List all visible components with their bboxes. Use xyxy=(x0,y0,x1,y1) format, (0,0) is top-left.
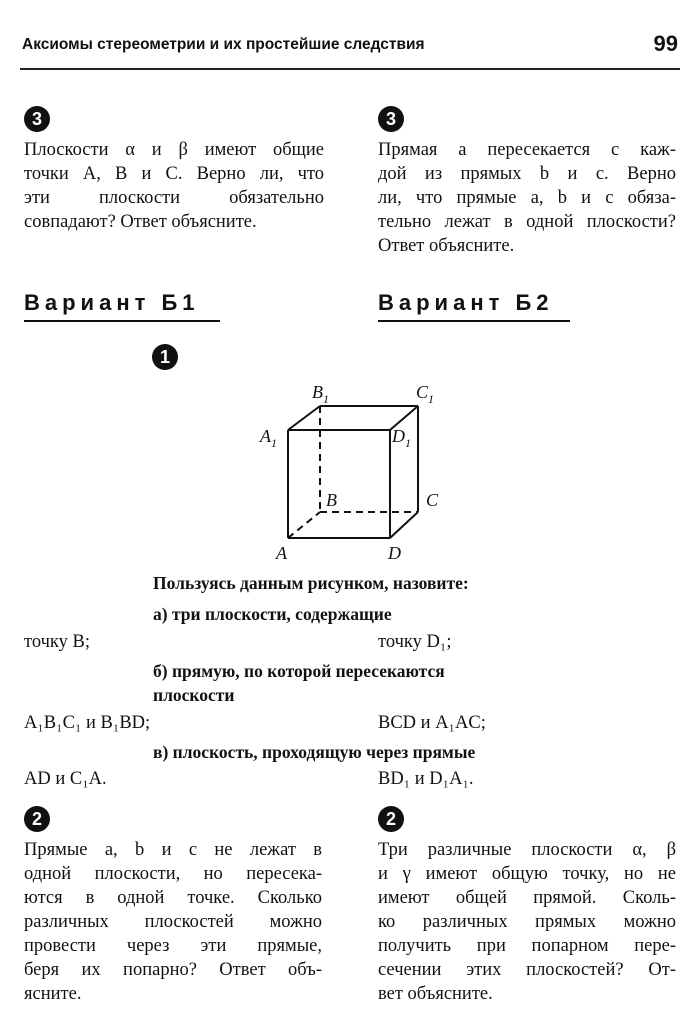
answer-b-left: A₁B₁C₁ и B₁BD; xyxy=(24,713,151,733)
task-3-left-text xyxy=(24,138,324,234)
task-3-right-text xyxy=(378,138,676,258)
text-line: точки A, B и C. Верно ли, что xyxy=(24,164,324,184)
text-line: получить при попарном пере- xyxy=(378,936,676,956)
text-line: Ответ объясните. xyxy=(378,236,515,256)
text-line: Три различные плоскости α, β xyxy=(378,840,676,860)
text-line: эти плоскости обязательно xyxy=(24,188,324,208)
text-line: Плоскости α и β имеют общие xyxy=(24,140,324,160)
text-line: дой из прямых b и c. Верно xyxy=(378,164,676,184)
label-D1: $D_1$ xyxy=(392,426,411,450)
text-line: одной плоскости, но пересека- xyxy=(24,864,322,884)
cube-figure xyxy=(240,376,460,568)
answer-a-right: точку D₁; xyxy=(378,632,452,652)
variant-heading-b1: Вариант Б1 xyxy=(24,290,220,322)
label-A: A xyxy=(276,543,287,563)
text-line: ли, что прямые a, b и c обяза- xyxy=(378,188,676,208)
text-line: Прямые a, b и c не лежат в xyxy=(24,840,322,860)
text-line: вет объясните. xyxy=(378,984,493,1004)
answer-c-right: BD₁ и D₁A₁. xyxy=(378,769,474,789)
label-D: D xyxy=(388,543,401,563)
page-number: 99 xyxy=(653,31,678,56)
text-line: Прямая a пересекается с каж- xyxy=(378,140,676,160)
task-number-badge: 2 xyxy=(378,806,404,832)
answer-b-right: BCD и A₁AC; xyxy=(378,713,486,733)
label-A1: $A_1$ xyxy=(260,426,277,450)
task-number-badge: 1 xyxy=(152,344,178,370)
text-line: ются в одной точке. Сколько xyxy=(24,888,322,908)
text-line: ясните. xyxy=(24,984,82,1004)
task-1-part-a: а) три плоскости, содержащие xyxy=(153,604,392,624)
task-2-left-text xyxy=(24,838,322,1006)
task-number-badge: 3 xyxy=(24,106,50,132)
text-line: беря их попарно? Ответ объ- xyxy=(24,960,322,980)
label-B: B xyxy=(326,490,337,510)
text-line: тельно лежат в одной плоскости? xyxy=(378,212,676,232)
text-line: имеют общей прямой. Сколь- xyxy=(378,888,676,908)
task-2-right-text xyxy=(378,838,676,1006)
edge-A-B-hidden xyxy=(288,512,320,538)
answer-a-left: точку B; xyxy=(24,632,90,652)
text-line: и γ имеют общую точку, но не xyxy=(378,864,676,884)
task-1-part-b-line1: б) прямую, по которой пересекаются xyxy=(153,661,445,681)
label-C: C xyxy=(426,490,439,510)
edge-A1-B1 xyxy=(288,406,320,430)
edge-D-C xyxy=(390,512,418,538)
task-1-intro: Пользуясь данным рисунком, назовите: xyxy=(153,573,469,593)
task-1-part-b-line2: плоскости xyxy=(153,685,235,705)
header-rule xyxy=(20,68,680,70)
text-line: различных плоскостей можно xyxy=(24,912,322,932)
label-C1: $C_1$ xyxy=(416,382,435,406)
text-line: провести через эти прямые, xyxy=(24,936,322,956)
text-line: сечении этих плоскостей? От- xyxy=(378,960,676,980)
task-number-badge: 3 xyxy=(378,106,404,132)
task-number-badge: 2 xyxy=(24,806,50,832)
running-title: Аксиомы стереометрии и их простейшие следствия xyxy=(22,36,425,53)
label-B1: $B_1$ xyxy=(312,382,329,406)
answer-c-left: AD и C₁A. xyxy=(24,769,107,789)
task-1-part-c: в) плоскость, проходящую через прямые xyxy=(153,742,476,762)
text-line: ко различных прямых можно xyxy=(378,912,676,932)
text-line: совпадают? Ответ объясните. xyxy=(24,212,257,232)
variant-heading-b2: Вариант Б2 xyxy=(378,290,570,322)
